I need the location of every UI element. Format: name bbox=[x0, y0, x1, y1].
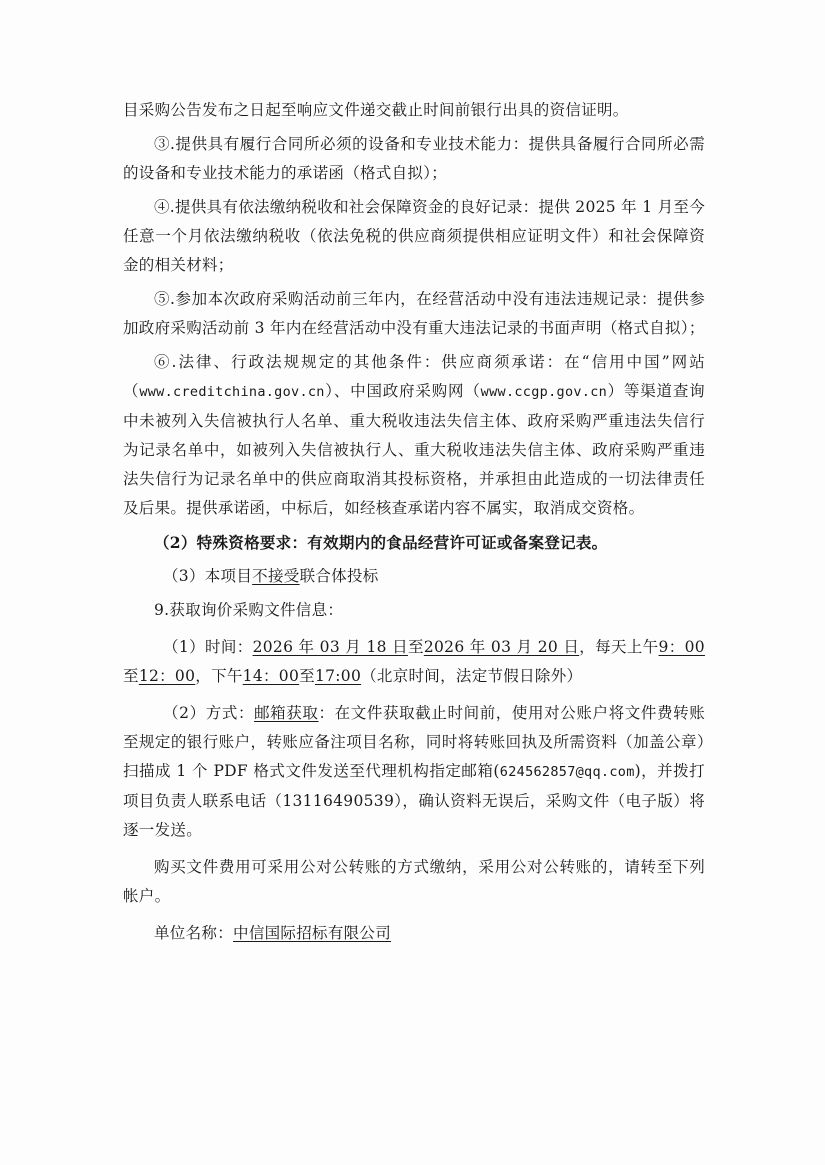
afternoon-start: 14：00 bbox=[242, 667, 300, 685]
morning-end: 12：00 bbox=[138, 667, 196, 685]
text: )，并拨打项目负责人联系电话（13116490539），确认资料无误后，采购文件（电子版）将逐一发送。 bbox=[123, 762, 705, 839]
paragraph-company-name bbox=[123, 919, 705, 948]
paragraph-payment: 购买文件费用可采用公对公转账的方式缴纳，采用公对公转账的，请转至下列帐户。 bbox=[123, 858, 705, 905]
text: 至 bbox=[299, 667, 315, 685]
paragraph-bank-credit: 目采购公告发布之日起至响应文件递交截止时间前银行出具的资信证明。 bbox=[123, 101, 629, 119]
text: ，下午 bbox=[195, 667, 243, 685]
text: （1）时间： bbox=[163, 638, 253, 656]
text: （2）方式： bbox=[163, 704, 255, 722]
url-creditchina: www.creditchina.gov.cn bbox=[139, 384, 325, 400]
section-heading-obtain-docs: 9.获取询价采购文件信息： bbox=[154, 601, 344, 619]
text: （北京时间，法定节假日除外） bbox=[361, 667, 583, 685]
consortium-not-accepted: 不接受 bbox=[252, 567, 300, 585]
text: （3）本项目 bbox=[163, 567, 253, 585]
paragraph-method bbox=[123, 699, 705, 845]
text: ）等渠道查询中未被列入失信被执行人名单、重大税收违法失信主体、政府采购严重违法失信行为记录名单中，如被列入失信被执行人、重大税收违法失信主体、政府采购严重违法失信行为记录名单中的供应商取消其投标资格，并承担由此造成的一切法律责任及后果。提供承诺函，中标后，如经核查承诺内容不属实，取消成交资格。 bbox=[123, 382, 705, 517]
text: 联合体投标 bbox=[299, 567, 379, 585]
agency-email: 624562857@qq.com bbox=[499, 764, 635, 780]
paragraph-no-violation: ⑤.参加本次政府采购活动前三年内，在经营活动中没有违法违规记录：提供参加政府采购活动前 3 年内在经营活动中没有重大违法记录的书面声明（格式自拟）； bbox=[123, 290, 705, 337]
url-ccgp: www.ccgp.gov.cn bbox=[480, 384, 608, 400]
text: ：在文件获取截止时间前，使用对公账户将文件费转账至规定的银行账户，转账应备注项目名称，同时将转账回执及所需资料（加盖公章）扫描成 1 个 PDF 格式文件发送至代理机构指定邮箱( bbox=[123, 704, 705, 780]
company-name-label: 单位名称： bbox=[154, 924, 234, 942]
text: ⑥.法律、行政法规规定的其他条件：供应商须承诺：在“信用中国”网站（ bbox=[123, 353, 705, 400]
method-email: 邮箱获取 bbox=[254, 704, 319, 722]
paragraph-equipment: ③.提供具有履行合同所必须的设备和专业技术能力：提供具备履行合同所必需的设备和专业技术能力的承诺函（格式自拟）； bbox=[123, 135, 705, 182]
text: ，每天上午 bbox=[579, 638, 659, 656]
text: ）、中国政府采购网（ bbox=[324, 382, 481, 400]
company-name-value: 中信国际招标有限公司 bbox=[233, 924, 392, 942]
text: 至 bbox=[407, 638, 424, 656]
paragraph-tax-record: ④.提供具有依法缴纳税收和社会保障资金的良好记录：提供 2025 年 1 月至今任意一个月依法缴纳税收（依法免税的供应商须提供相应证明文件）和社会保障资金的相关材料； bbox=[123, 198, 705, 274]
morning-start: 9：00 bbox=[658, 638, 705, 656]
paragraph-special-qualification: （2）特殊资格要求：有效期内的食品经营许可证或备案登记表。 bbox=[154, 533, 608, 552]
document-body bbox=[123, 96, 705, 948]
paragraph-time bbox=[123, 633, 705, 691]
start-date: 2026 年 03 月 18 日 bbox=[252, 638, 408, 656]
end-date: 2026 年 03 月 20 日 bbox=[423, 638, 580, 656]
paragraph-other-conditions bbox=[123, 348, 705, 523]
afternoon-end: 17:00 bbox=[314, 667, 362, 685]
text: 至 bbox=[123, 667, 139, 685]
paragraph-consortium bbox=[123, 562, 705, 591]
